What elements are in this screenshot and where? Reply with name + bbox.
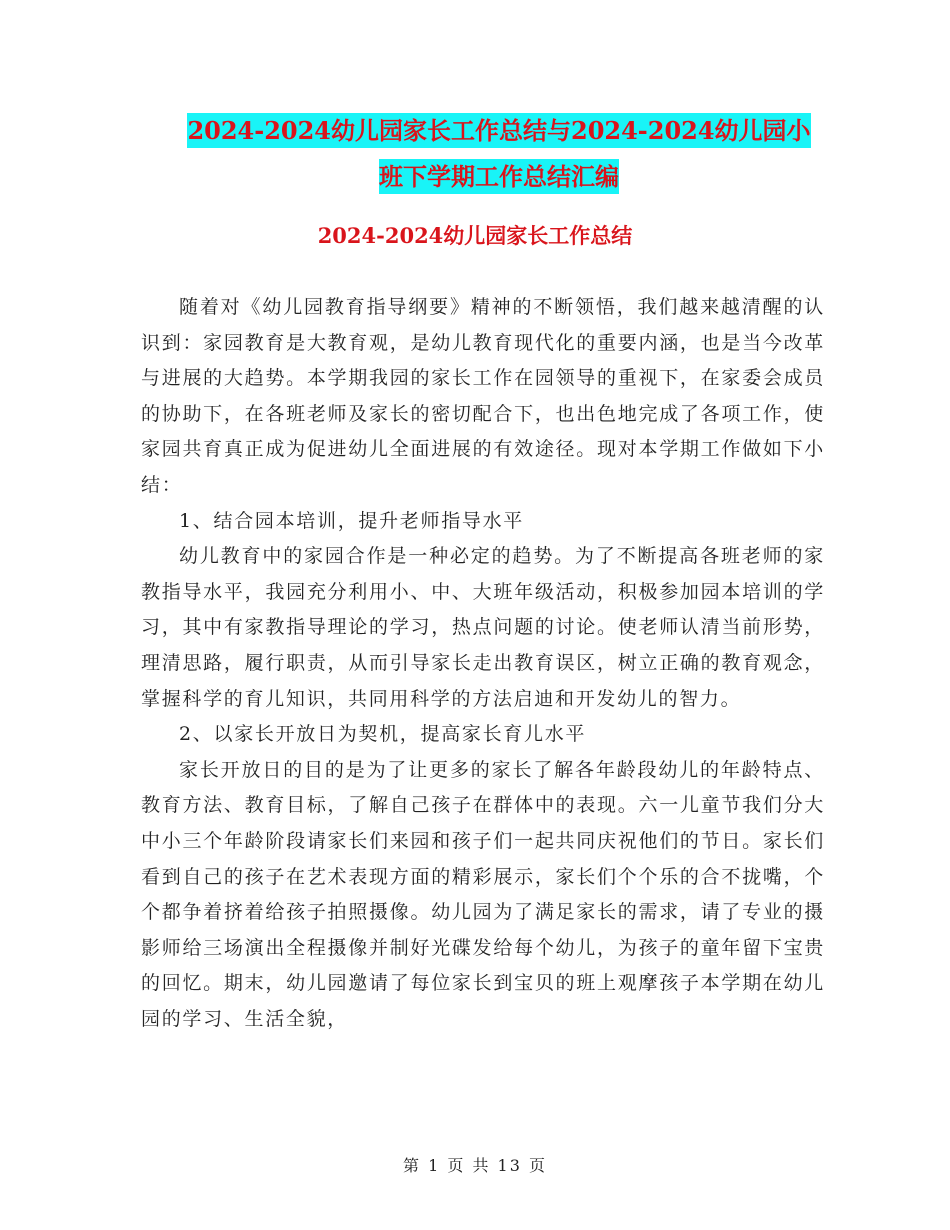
section-title: 2024-2024幼儿园家长工作总结 [317, 223, 633, 248]
heading-item-1: 1、结合园本培训，提升老师指导水平 [179, 509, 524, 532]
page-footer: 第 1 页 共 13 页 [403, 1156, 547, 1175]
document-title [120, 108, 878, 200]
paragraph-item-2: 家长开放日的目的是为了让更多的家长了解各年龄段幼儿的年龄特点、教育方法、教育目标，了解自己孩子在群体中的表现。六一儿童节我们分大中小三个年龄阶段请家长们来园和孩子们一起共同庆祝他们的节日。家长们看到自己的孩子在艺术表现方面的精彩展示，家长们个个乐的合不拢嘴，个个都争着挤着给孩子拍照摄像。幼儿园为了满足家长的需求，请了专业的摄影师给三场演出全程摄像并制好光碟发给每个幼儿，为孩子的童年留下宝贵的回忆。期末，幼儿园邀请了每位家长到宝贝的班上观摩孩子本学期在幼儿园的学习、生活全貌， [141, 758, 825, 1030]
document-title-line-2: 班下学期工作总结汇编 [379, 159, 619, 194]
document-title-line-1: 2024-2024幼儿园家长工作总结与2024-2024幼儿园小 [187, 113, 810, 148]
document-body [141, 290, 825, 1037]
paragraph-intro: 随着对《幼儿园教育指导纲要》精神的不断领悟，我们越来越清醒的认识到：家园教育是大教育观，是幼儿教育现代化的重要内涵，也是当今改革与进展的大趋势。本学期我园的家长工作在园领导的重视下，在家委会成员的协助下，在各班老师及家长的密切配合下，也出色地完成了各项工作，使家园共育真正成为促进幼儿全面进展的有效途径。现对本学期工作做如下小结： [141, 296, 825, 496]
paragraph-item-1: 幼儿教育中的家园合作是一种必定的趋势。为了不断提高各班老师的家教指导水平，我园充分利用小、中、大班年级活动，积极参加园本培训的学习，其中有家教指导理论的学习，热点问题的讨论。使老师认清当前形势，理清思路，履行职责，从而引导家长走出教育误区，树立正确的教育观念，掌握科学的育儿知识，共同用科学的方法启迪和开发幼儿的智力。 [141, 545, 825, 710]
heading-item-2: 2、以家长开放日为契机，提高家长育儿水平 [179, 723, 587, 746]
